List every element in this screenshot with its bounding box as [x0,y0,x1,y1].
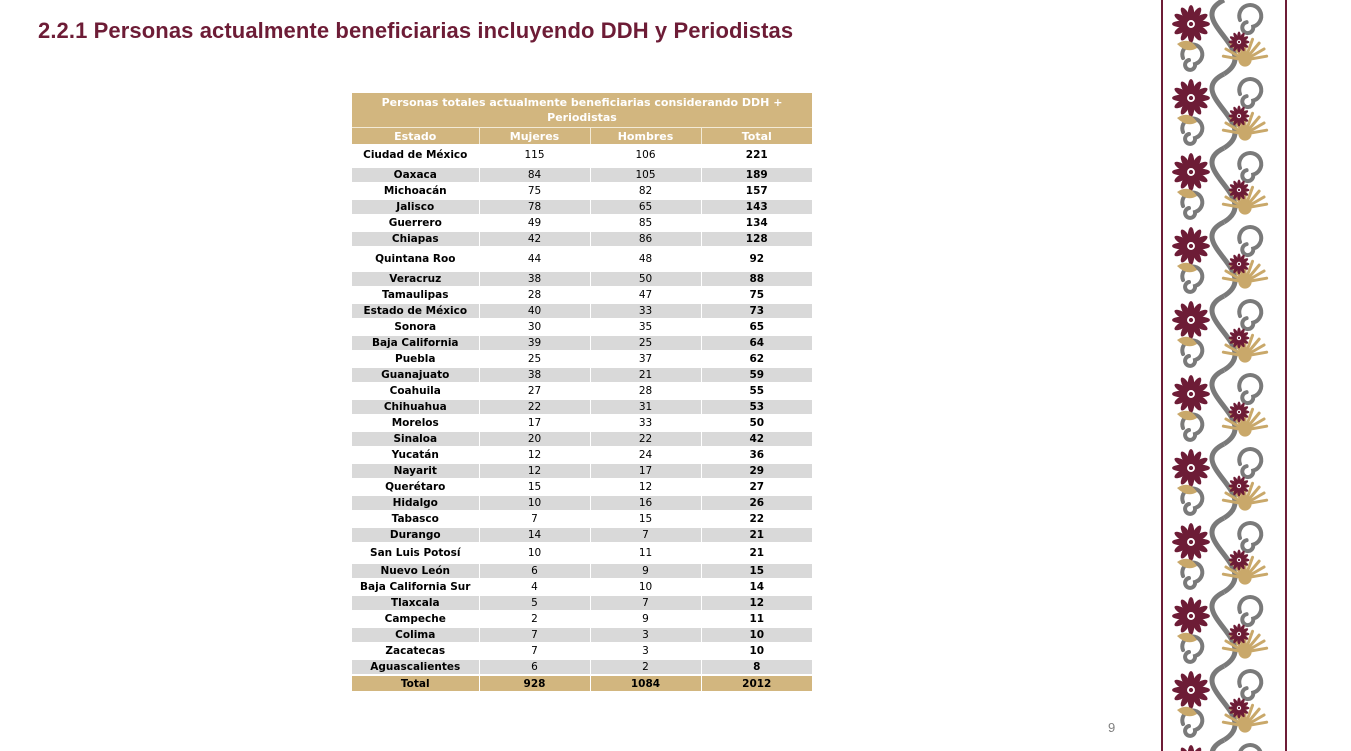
table-row [352,511,812,527]
cell-mujeres: 28 [479,287,590,303]
cell-hombres: 15 [590,511,701,527]
cell-hombres: 7 [590,527,701,543]
cell-total: 12 [701,595,812,611]
table-row [352,659,812,675]
cell-total: 42 [701,431,812,447]
cell-estado: Yucatán [352,447,479,463]
cell-total: 64 [701,335,812,351]
cell-mujeres: 84 [479,167,590,183]
cell-mujeres: 49 [479,215,590,231]
header-hombres: Hombres [590,128,701,145]
cell-hombres: 50 [590,271,701,287]
cell-hombres: 12 [590,479,701,495]
cell-hombres: 2 [590,659,701,675]
page-number: 9 [1108,720,1116,735]
cell-hombres: 22 [590,431,701,447]
table-row [352,144,812,167]
cell-hombres: 85 [590,215,701,231]
cell-total: 15 [701,563,812,579]
cell-mujeres: 15 [479,479,590,495]
header-estado: Estado [352,128,479,145]
beneficiaries-table [352,93,812,691]
cell-estado: Querétaro [352,479,479,495]
cell-hombres: 37 [590,351,701,367]
table-row [352,479,812,495]
cell-mujeres: 78 [479,199,590,215]
cell-estado: Tamaulipas [352,287,479,303]
table-row [352,643,812,659]
table-row [352,627,812,643]
cell-hombres: 16 [590,495,701,511]
cell-mujeres: 42 [479,231,590,247]
table-body [352,144,812,675]
total-label: Total [352,675,479,691]
cell-estado: Chiapas [352,231,479,247]
cell-estado: Ciudad de México [352,144,479,167]
floral-ornament-icon [1163,0,1285,751]
cell-estado: Colima [352,627,479,643]
cell-mujeres: 14 [479,527,590,543]
cell-mujeres: 5 [479,595,590,611]
table-row [352,399,812,415]
cell-hombres: 25 [590,335,701,351]
table-row [352,447,812,463]
cell-hombres: 28 [590,383,701,399]
cell-estado: Durango [352,527,479,543]
cell-total: 14 [701,579,812,595]
cell-estado: San Luis Potosí [352,543,479,563]
table-row [352,383,812,399]
cell-mujeres: 10 [479,543,590,563]
total-total: 2012 [701,675,812,691]
cell-estado: Puebla [352,351,479,367]
cell-mujeres: 6 [479,659,590,675]
cell-hombres: 9 [590,563,701,579]
cell-total: 221 [701,144,812,167]
cell-estado: Zacatecas [352,643,479,659]
cell-hombres: 48 [590,247,701,271]
cell-total: 92 [701,247,812,271]
total-hombres: 1084 [590,675,701,691]
cell-total: 53 [701,399,812,415]
cell-hombres: 82 [590,183,701,199]
cell-mujeres: 40 [479,303,590,319]
total-mujeres: 928 [479,675,590,691]
cell-total: 8 [701,659,812,675]
table-total-row [352,675,812,691]
cell-mujeres: 75 [479,183,590,199]
cell-estado: Nuevo León [352,563,479,579]
cell-total: 189 [701,167,812,183]
table-row [352,431,812,447]
table-row [352,495,812,511]
table-caption-row [352,93,812,128]
header-mujeres: Mujeres [479,128,590,145]
cell-hombres: 3 [590,627,701,643]
cell-hombres: 33 [590,415,701,431]
cell-hombres: 17 [590,463,701,479]
table-row [352,611,812,627]
cell-estado: Baja California [352,335,479,351]
cell-mujeres: 2 [479,611,590,627]
header-total: Total [701,128,812,145]
table-row [352,351,812,367]
table-row [352,247,812,271]
cell-estado: Quintana Roo [352,247,479,271]
cell-total: 21 [701,527,812,543]
cell-estado: Veracruz [352,271,479,287]
cell-total: 134 [701,215,812,231]
cell-total: 26 [701,495,812,511]
cell-estado: Sinaloa [352,431,479,447]
cell-hombres: 47 [590,287,701,303]
cell-mujeres: 4 [479,579,590,595]
table-row [352,415,812,431]
cell-mujeres: 17 [479,415,590,431]
cell-estado: Tabasco [352,511,479,527]
cell-total: 10 [701,643,812,659]
cell-hombres: 21 [590,367,701,383]
cell-total: 36 [701,447,812,463]
cell-mujeres: 22 [479,399,590,415]
cell-estado: Michoacán [352,183,479,199]
floral-ornament-border [1161,0,1287,751]
cell-hombres: 105 [590,167,701,183]
cell-estado: Jalisco [352,199,479,215]
cell-hombres: 10 [590,579,701,595]
cell-mujeres: 38 [479,271,590,287]
cell-hombres: 35 [590,319,701,335]
table-row [352,303,812,319]
cell-total: 27 [701,479,812,495]
table-row [352,595,812,611]
cell-mujeres: 7 [479,643,590,659]
table-row [352,319,812,335]
cell-estado: Guerrero [352,215,479,231]
table-row [352,563,812,579]
cell-total: 62 [701,351,812,367]
cell-hombres: 3 [590,643,701,659]
cell-total: 10 [701,627,812,643]
table-row [352,167,812,183]
table-row [352,215,812,231]
cell-mujeres: 12 [479,463,590,479]
cell-mujeres: 27 [479,383,590,399]
cell-estado: Nayarit [352,463,479,479]
cell-estado: Aguascalientes [352,659,479,675]
table-row [352,463,812,479]
cell-hombres: 24 [590,447,701,463]
cell-mujeres: 44 [479,247,590,271]
table-row [352,287,812,303]
cell-total: 11 [701,611,812,627]
cell-mujeres: 20 [479,431,590,447]
cell-hombres: 7 [590,595,701,611]
cell-mujeres: 25 [479,351,590,367]
cell-total: 21 [701,543,812,563]
cell-estado: Chihuahua [352,399,479,415]
page-title: 2.2.1 Personas actualmente beneficiarias incluyendo DDH y Periodistas [38,18,794,43]
cell-mujeres: 115 [479,144,590,167]
cell-mujeres: 10 [479,495,590,511]
table-row [352,271,812,287]
cell-estado: Baja California Sur [352,579,479,595]
cell-hombres: 106 [590,144,701,167]
cell-total: 88 [701,271,812,287]
cell-total: 143 [701,199,812,215]
table-row [352,367,812,383]
cell-mujeres: 30 [479,319,590,335]
table-row [352,335,812,351]
cell-total: 75 [701,287,812,303]
cell-estado: Hidalgo [352,495,479,511]
table-row [352,183,812,199]
cell-estado: Coahuila [352,383,479,399]
table-row [352,199,812,215]
cell-hombres: 65 [590,199,701,215]
cell-total: 157 [701,183,812,199]
cell-hombres: 11 [590,543,701,563]
cell-mujeres: 38 [479,367,590,383]
table-row [352,527,812,543]
table-caption: Personas totales actualmente beneficiarias considerando DDH + Periodistas [352,93,812,128]
table-row [352,579,812,595]
cell-hombres: 9 [590,611,701,627]
cell-total: 128 [701,231,812,247]
cell-mujeres: 7 [479,627,590,643]
cell-mujeres: 39 [479,335,590,351]
cell-total: 29 [701,463,812,479]
table-row [352,543,812,563]
cell-estado: Sonora [352,319,479,335]
cell-estado: Guanajuato [352,367,479,383]
cell-total: 59 [701,367,812,383]
table-row [352,231,812,247]
table-header-row [352,128,812,145]
cell-hombres: 86 [590,231,701,247]
cell-mujeres: 12 [479,447,590,463]
cell-total: 65 [701,319,812,335]
cell-estado: Oaxaca [352,167,479,183]
cell-mujeres: 6 [479,563,590,579]
cell-hombres: 33 [590,303,701,319]
cell-total: 50 [701,415,812,431]
cell-total: 22 [701,511,812,527]
cell-estado: Estado de México [352,303,479,319]
cell-total: 55 [701,383,812,399]
cell-hombres: 31 [590,399,701,415]
cell-total: 73 [701,303,812,319]
cell-estado: Campeche [352,611,479,627]
cell-estado: Tlaxcala [352,595,479,611]
cell-estado: Morelos [352,415,479,431]
cell-mujeres: 7 [479,511,590,527]
